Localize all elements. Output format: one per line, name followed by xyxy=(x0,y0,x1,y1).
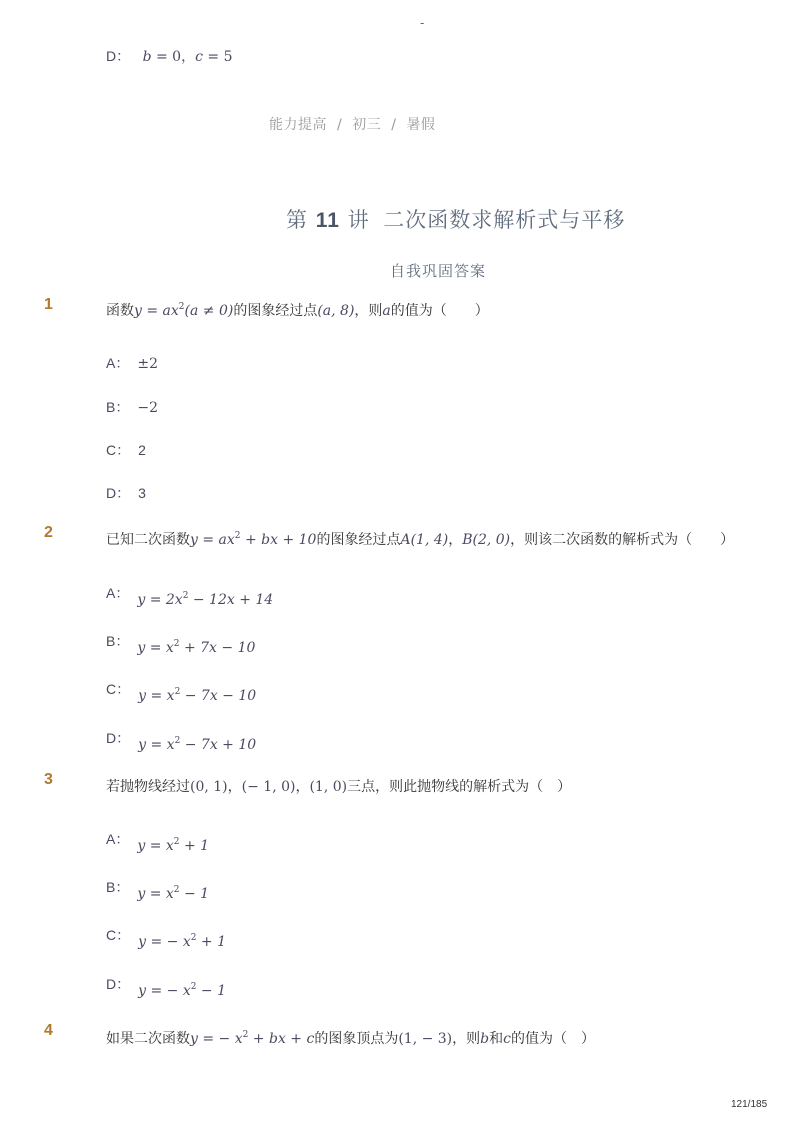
option-b[interactable]: B： −2 xyxy=(106,399,158,416)
option-c[interactable]: C： 2 xyxy=(106,442,146,458)
page-number: 121/185 xyxy=(731,1099,768,1110)
option-d[interactable]: D： y = − $x^2 - 1$ xyxy=(106,976,227,999)
breadcrumb-item: 能力提高 xyxy=(269,117,327,133)
option-d[interactable]: D： 3 xyxy=(106,485,146,501)
question-stem: 若抛物线经过(0, 1)，(− 1, 0)，(1, 0)三点，则此抛物线的解析式为（ ） xyxy=(106,779,572,795)
breadcrumb-item: 初三 xyxy=(352,117,382,133)
question-number: 3 xyxy=(44,771,53,788)
lecture-prefix: 第 xyxy=(286,208,308,232)
question-stem: 函数$y = ax^2(a \ne 0)$的图象经过点(a, 8)，则a的值为（ ） xyxy=(106,302,489,319)
option-a[interactable]: A： $y = x^2 + 1$ xyxy=(106,831,210,854)
question-stem: 如果二次函数y = − $x^2$ + bx + c的图象顶点为(1, − 3)，则b和c的值为（ ） xyxy=(106,1030,595,1047)
breadcrumb xyxy=(269,114,435,134)
option-b[interactable]: B： $y = x^2 + 7x - 10$ xyxy=(106,633,256,656)
option-label: D： xyxy=(106,48,131,64)
option-c[interactable]: C： $y = x^2 - 7x - 10$ xyxy=(106,681,257,704)
option-d[interactable]: D： $y = x^2 - 7x + 10$ xyxy=(106,730,257,753)
breadcrumb-separator: / xyxy=(391,117,397,133)
question-stem: 已知二次函数$y = ax^2$ + bx + 10的图象经过点A(1, 4)，B(2, 0)，则该二次函数的解析式为（ ） xyxy=(106,531,735,548)
header-dash: - xyxy=(420,16,425,30)
lecture-title xyxy=(286,204,625,234)
question-number: 1 xyxy=(44,296,53,313)
lecture-number: 11 xyxy=(315,209,340,232)
option-value: b = 0，c = 5 xyxy=(142,49,233,65)
option-a[interactable]: A： ±2 xyxy=(106,355,158,372)
breadcrumb-item: 暑假 xyxy=(406,117,436,133)
question-number: 4 xyxy=(44,1022,53,1039)
option-b[interactable]: B： $y = x^2 - 1$ xyxy=(106,879,210,902)
lecture-topic: 二次函数求解析式与平移 xyxy=(383,208,626,232)
previous-option-d xyxy=(106,46,232,66)
option-c[interactable]: C： y = − $x^2 + 1$ xyxy=(106,927,227,950)
lecture-suffix: 讲 xyxy=(347,208,370,232)
option-a[interactable]: A： $y = 2x^2 - 12x + 14$ xyxy=(106,585,274,608)
question-number: 2 xyxy=(44,524,53,541)
section-title: 自我巩固答案 xyxy=(390,262,487,280)
breadcrumb-separator: / xyxy=(337,117,343,133)
